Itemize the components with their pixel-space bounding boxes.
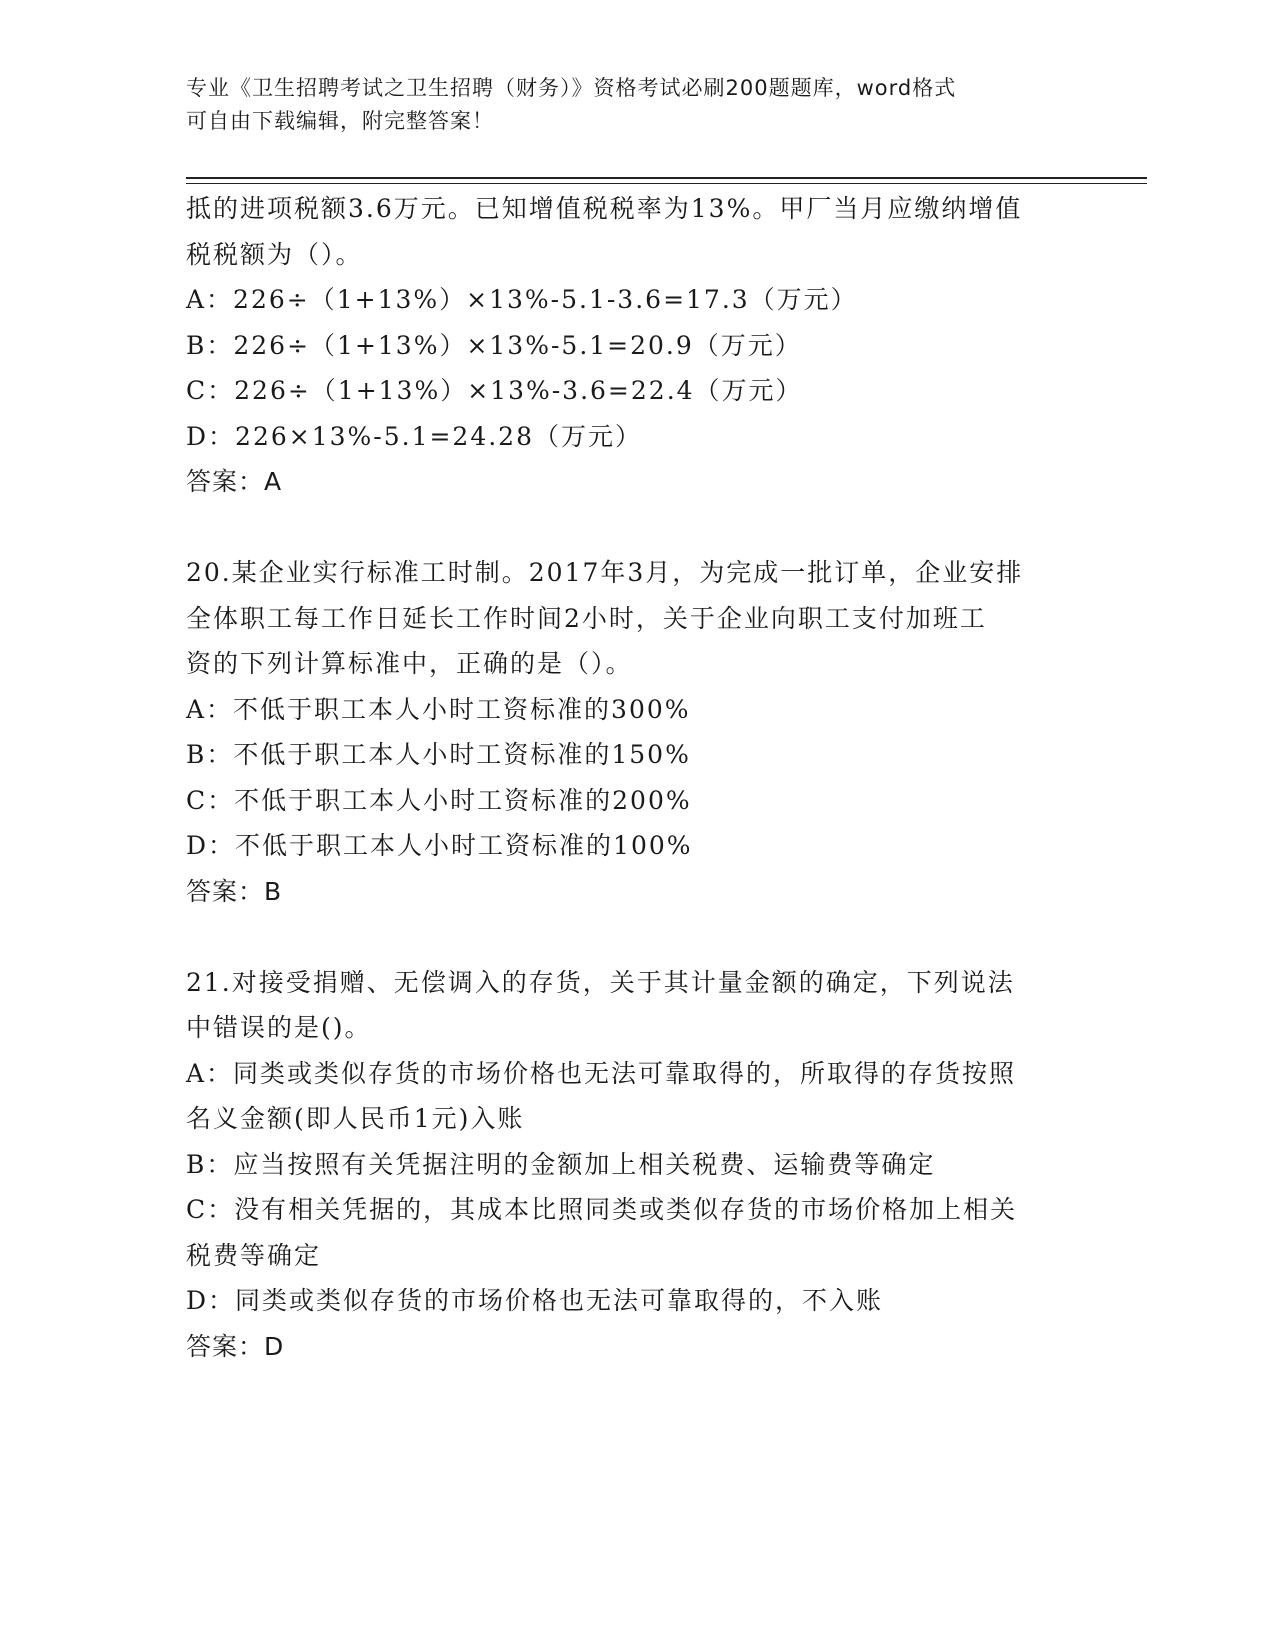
question-21: [186, 960, 1086, 1370]
option-a: A：不低于职工本人小时工资标准的300%: [186, 694, 691, 724]
question-stem-line: 资的下列计算标准中，正确的是（）。: [186, 649, 633, 678]
answer-line: 答案：B: [186, 876, 283, 906]
header-line-1: 专业《卫生招聘考试之卫生招聘（财务）》资格考试必刷200题题库，word格式: [186, 76, 957, 100]
option-a: A：同类或类似存货的市场价格也无法可靠取得的，所取得的存货按照: [186, 1058, 1017, 1088]
answer-line: 答案：D: [186, 1331, 285, 1361]
header-rule-thin: [186, 183, 1147, 184]
option-c-continued: 税费等确定: [186, 1240, 322, 1270]
header-line-2: 可自由下载编辑，附完整答案！: [186, 109, 494, 133]
option-b: B：不低于职工本人小时工资标准的150%: [186, 740, 691, 769]
question-stem-line: 抵的进项税额3.6万元。已知增值税税率为13%。甲厂当月应缴纳增值: [186, 194, 1023, 223]
option-a-continued: 名义金额(即人民币1元)入账: [186, 1104, 525, 1133]
option-a: A：226÷（1+13%）×13%-5.1-3.6=17.3（万元）: [186, 285, 858, 314]
question-stem-line: 21.对接受捐赠、无偿调入的存货，关于其计量金额的确定，下列说法: [186, 967, 1015, 997]
question-stem-line: 全体职工每工作日延长工作时间2小时，关于企业向职工支付加班工: [186, 603, 987, 633]
document-body: [186, 186, 1086, 1369]
option-d: D：同类或类似存货的市场价格也无法可靠取得的，不入账: [186, 1286, 884, 1315]
question-19: [186, 186, 1086, 505]
option-c: C：不低于职工本人小时工资标准的200%: [186, 785, 692, 815]
question-spacer: [186, 505, 1086, 551]
option-d: D：不低于职工本人小时工资标准的100%: [186, 831, 693, 860]
option-b: B：应当按照有关凭据注明的金额加上相关税费、运输费等确定: [186, 1149, 936, 1179]
answer-line: 答案：A: [186, 467, 283, 496]
document-header: [186, 72, 1086, 138]
option-d: D：226×13%-5.1=24.28（万元）: [186, 421, 642, 451]
question-spacer: [186, 914, 1086, 960]
option-b: B：226÷（1+13%）×13%-5.1=20.9（万元）: [186, 330, 802, 360]
option-c: C：没有相关凭据的，其成本比照同类或类似存货的市场价格加上相关: [186, 1195, 1018, 1224]
header-rule-thick: [186, 177, 1147, 179]
question-stem-line: 税税额为（）。: [186, 239, 363, 269]
question-stem-line: 20.某企业实行标准工时制。2017年3月，为完成一批订单，企业安排: [186, 558, 1024, 587]
question-stem-line: 中错误的是()。: [186, 1013, 372, 1042]
question-20: [186, 550, 1086, 914]
option-c: C：226÷（1+13%）×13%-3.6=22.4（万元）: [186, 376, 803, 405]
